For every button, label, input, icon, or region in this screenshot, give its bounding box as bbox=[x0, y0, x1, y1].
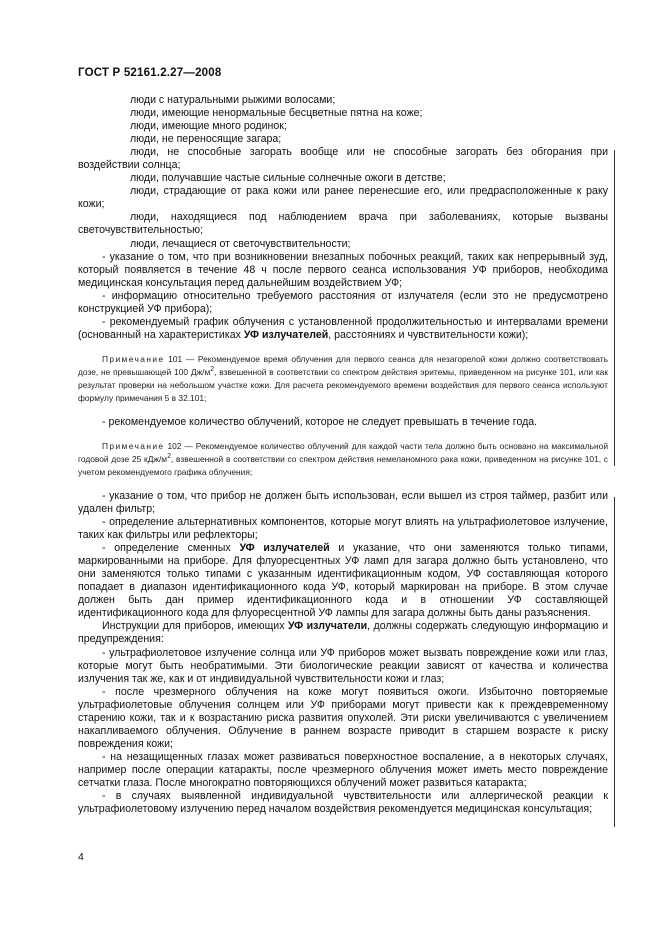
text-fragment: , должны содержать следующую информацию и предупреждения: bbox=[78, 620, 609, 646]
risk-item: люди, не способные загорать вообще или не способные загорать без обгорания при воздействии солнца; bbox=[78, 146, 608, 172]
text-fragment: Инструкции для приборов, имеющих bbox=[102, 620, 288, 633]
instructions-paragraph bbox=[78, 620, 608, 646]
list-item-count: - рекомендуемое количество облучений, которое не следует превышать в течение года. bbox=[102, 415, 538, 428]
warning-item: - в случаях выявленной индивидуальной чувствительности или аллергической реакции к ультрафиолетовому излучению перед началом воздействия рекомендуется медицинская консультация; bbox=[78, 790, 608, 816]
risk-item: люди, получавшие частые сильные солнечные ожоги в детстве; bbox=[130, 172, 446, 185]
bold-term: УФ излучателей bbox=[239, 542, 330, 555]
page-number: 4 bbox=[78, 851, 84, 863]
text-fragment: , расстояниях и чувствительности кожи); bbox=[328, 328, 529, 341]
text-fragment: и указание, что они заменяются только типами, маркированными на приборе. Для флуоресцентных УФ ламп для загара должно быть установлено, что они заменяются только типами с указанным идентификационным кодом, УФ составляющая которого попадает в диапазон идентификационного кода УФ, который маркирован на приборе. В этом случае должен быть дан пример идентификационного кода и в отношении УФ составляющей идентификационного кода для флуоресцентной УФ лампы для загара должны быть даны разъяснения. bbox=[78, 542, 609, 620]
list-item: - указание о том, что при возникновении внезапных побочных реакций, таких как непрерывный зуд, который появляется в течение 48 ч после первого сеанса использования УФ приборов, необходима медицинская консультация перед дальнейшим воздействием УФ; bbox=[78, 250, 608, 289]
note-101 bbox=[78, 353, 608, 405]
text-fragment: - рекомендуемый график облучения с установленной продолжительностью и интервалами времени (основанный на характеристиках bbox=[78, 315, 608, 341]
note-102 bbox=[78, 440, 608, 479]
list-item-lamps bbox=[78, 542, 608, 620]
risk-item: люди, не переносящие загара; bbox=[130, 133, 282, 146]
warning-item: - после чрезмерного облучения на коже могут появиться ожоги. Избыточно повторяемые ультрафиолетовые облучения солнцем или УФ приборами могут привести как к преждевременному старению кожи, так и к возрастанию риска развития опухолей. Эти риски увеличиваются с увеличением накапливаемого облучения. Облучение в раннем возрасте приводит в старшем возрасте к риску повреждения кожи; bbox=[78, 685, 608, 750]
note-text: 101 — Рекомендуемое время облучения для первого сеанса для незагорелой кожи должно соответствовать дозе, не превышающей 100 Дж/м bbox=[78, 353, 608, 377]
document-body bbox=[78, 94, 608, 816]
risk-item: люди, находящиеся под наблюдением врача при заболеваниях, которые вызваны светочувствительностью; bbox=[78, 211, 608, 237]
risk-item: люди, лечащиеся от светочувствительности; bbox=[130, 237, 351, 250]
list-item-schedule bbox=[78, 316, 608, 342]
bold-term: УФ излучатели bbox=[287, 620, 368, 633]
list-item: - информацию относительно требуемого расстояния от излучателя (если это не предусмотрено конструкцией УФ прибора); bbox=[78, 289, 608, 315]
warning-item: - на незащищенных глазах может развиваться поверхностное воспаление, а в некоторых случаях, например после операции катаракты, после чрезмерного облучения может иметь место повреждение сетчатки глаза. После многократно повторяющихся облучений может развиться катаракта; bbox=[78, 750, 608, 789]
risk-item: люди, имеющие ненормальные бесцветные пятна на коже; bbox=[130, 107, 423, 120]
text-fragment: - определение сменных bbox=[102, 542, 240, 555]
risk-item: люди с натуральными рыжими волосами; bbox=[130, 94, 336, 106]
superscript: 2 bbox=[167, 453, 171, 461]
bold-term: УФ излучателей bbox=[243, 328, 329, 341]
note-text: 102 — Рекомендуемое количество облучений для каждой части тела должно быть основано на максимальной годовой дозе 25 кДж/м bbox=[78, 440, 608, 464]
note-label: Примечание bbox=[102, 353, 165, 364]
note-label: Примечание bbox=[102, 440, 165, 451]
note-text: , взвешенной в соответствии со спектром действия немеланомного рака кожи, приведенном на рисунке 101, с учетом рекомендуемого графика облучения; bbox=[78, 453, 608, 477]
change-bar bbox=[614, 150, 615, 466]
superscript: 2 bbox=[210, 366, 215, 374]
risk-item: люди, имеющие много родинок; bbox=[130, 120, 287, 133]
risk-item: люди, страдающие от рака кожи или ранее перенесшие его, или предрасположенные к раку кожи; bbox=[78, 185, 608, 211]
document-header: ГОСТ Р 52161.2.27—2008 bbox=[78, 67, 222, 79]
list-item: - указание о том, что прибор не должен быть использован, если вышел из строя таймер, разбит или удален фильтр; bbox=[78, 489, 608, 515]
change-bar bbox=[614, 497, 615, 827]
list-item: - определение альтернативных компонентов, которые могут влиять на ультрафиолетовое излучение, таких как фильтры или рефлекторы; bbox=[78, 516, 608, 542]
note-text: , взвешенной в соответствии со спектром действия эритемы, приведенном на рисунке 101, или как результат проверки на небольшом участке кожи. Для расчета рекомендуемого времени воздействия для первого сеанса используют формулу примечания 5 в 32.101; bbox=[78, 366, 608, 403]
warning-item: - ультрафиолетовое излучение солнца или УФ приборов может вызвать повреждение кожи или глаз, которые могут быть необратимыми. Эти биологические реакции зависят от качества и количества излучения так же, как и от индивидуальной чувствительности кожи и глаз; bbox=[78, 646, 608, 685]
